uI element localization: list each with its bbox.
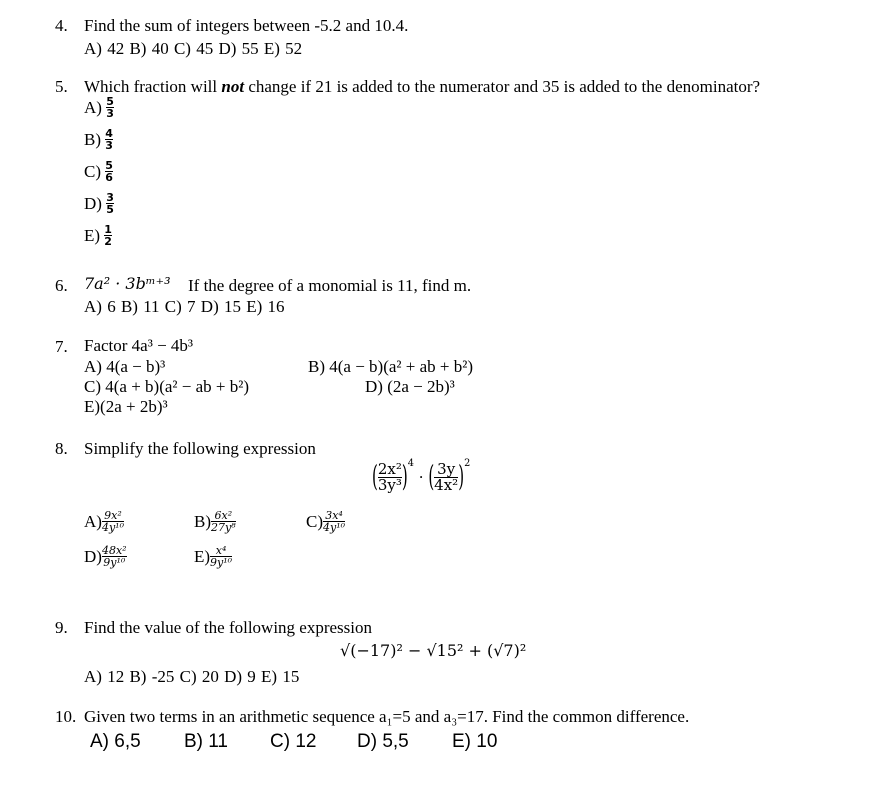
option-d [84,545,127,568]
question-number: 6. [55,276,68,295]
denominator: 27y⁸ [211,521,236,534]
denominator: 9y¹⁰ [103,556,126,569]
question-text: Find the value of the following expression [84,618,373,637]
denominator: 2 [104,235,112,248]
option-label: D) [84,194,102,213]
option-b: B) 4(a − b)(a² + ab + b²) [308,357,473,376]
numerator: 1 [104,223,112,236]
question-number: 7. [55,337,68,356]
option-label: A) [84,98,102,117]
numerator: 48x² [101,544,127,557]
denominator: 4y¹⁰ [323,521,346,534]
option-label: B) [194,512,211,531]
exponent: 2 [464,457,471,469]
question-text: Given two terms in an arithmetic sequence a₁=5 and a₃=17. Find the common difference. [84,707,690,726]
option-e: E) 10 [452,731,498,752]
option-e: E)(2a + 2b)³ [84,397,168,416]
denominator: 3 [105,139,113,152]
answer-options: A) 6 B) 11 C) 7 D) 15 E) 16 [84,297,285,316]
emphasis-not: not [221,77,245,96]
question-number: 4. [55,16,68,35]
denominator: 3 [106,107,114,120]
option-b [194,510,236,533]
fraction-1-numerator: 2x² [377,460,402,478]
question-text: Simplify the following expression [84,439,316,458]
numerator: 3x⁴ [325,509,343,522]
numerator: x⁴ [215,544,227,557]
exponent: 4 [407,457,414,469]
numerator: 3 [106,191,114,204]
answer-options: A) 12 B) -25 C) 20 D) 9 E) 15 [84,667,300,686]
question-text: Factor 4a³ − 4b³ [84,336,194,355]
denominator: 4y¹⁰ [101,521,124,534]
dot-operator: · [418,468,424,486]
option-label: E) [84,226,101,245]
option-a: A) 4(a − b)³ [84,357,166,376]
option-c: C) 12 [270,731,317,752]
radical-expression: √(−17)² − √15² + (√7)² [340,641,527,660]
numerator: 9x² [104,509,122,522]
option-label: C) [306,512,323,531]
numerator: 6x² [214,509,233,522]
option-c [306,510,345,533]
denominator: 5 [106,203,114,216]
question-text: If the degree of a monomial is 11, find m. [188,276,472,295]
question-number: 9. [55,618,68,637]
fraction-2-numerator: 3y [437,460,456,478]
fraction-1-denominator: 3y³ [377,476,402,494]
option-c: C) 4(a + b)(a² − ab + b²) [84,377,249,396]
numerator: 5 [105,159,113,172]
option-label: D) [84,547,102,566]
option-label: C) [84,162,101,181]
option-e [84,224,112,247]
answer-options: A) 42 B) 40 C) 45 D) 55 E) 52 [84,39,303,58]
option-label: E) [194,547,211,566]
denominator: 6 [105,171,113,184]
fraction-2-denominator: 4x² [434,476,459,494]
option-a [84,96,114,119]
numerator: 4 [105,127,113,140]
option-d: D) (2a − 2b)³ [365,377,455,396]
option-d [84,192,114,215]
option-b: B) 11 [184,731,229,752]
option-d: D) 5,5 [357,731,409,752]
monomial-expression: 7a² · 3bᵐ⁺³ [84,274,171,293]
option-b [84,128,113,151]
option-label: B) [84,130,101,149]
expression: ( $\frac{\text{2x²}}{\text{3y³}}$ )$^4$ · ( $\frac{3y}{\text{4x²}}$ )$^2$ [372,457,471,494]
option-label: A) [84,512,102,531]
option-a: A) 6,5 [90,731,141,752]
question-number: 5. [55,77,68,96]
question-number: 8. [55,439,68,458]
option-e [194,545,232,568]
numerator: 5 [106,95,114,108]
option-a [84,510,124,533]
question-number: 10. [55,707,77,726]
question-text: Which fraction will not change if 21 is added to the numerator and 35 is added to the denominator? [84,77,761,96]
question-text: Find the sum of integers between -5.2 and 10.4. [84,16,409,35]
option-c [84,160,113,183]
denominator: 9y¹⁰ [210,556,233,569]
